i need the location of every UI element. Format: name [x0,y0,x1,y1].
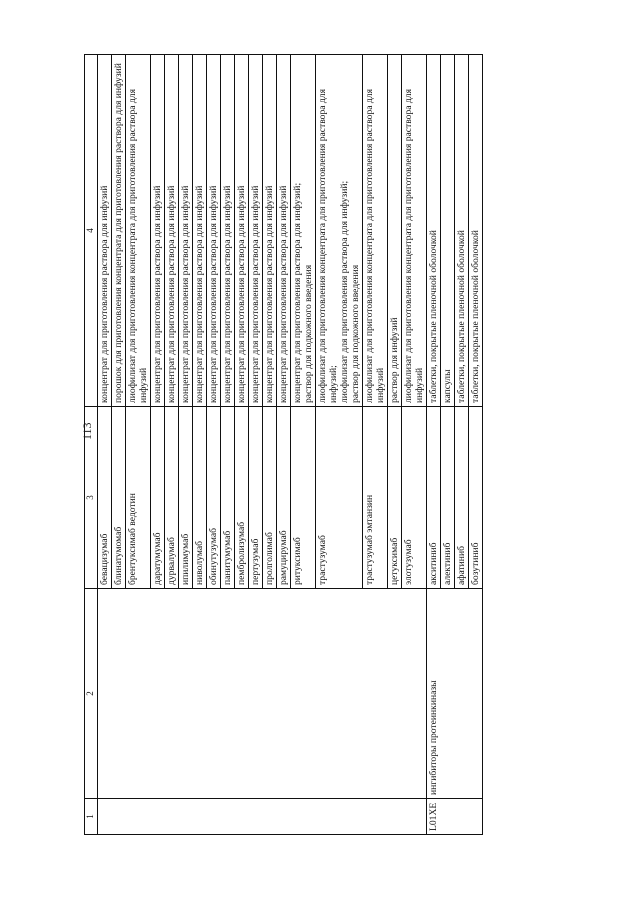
drug-name-cell: дурвалумаб [165,407,179,589]
dosage-form-cell: концентрат для приготовления раствора для инфузий [98,55,112,407]
drug-name-cell: бозутиниб [469,407,483,589]
dosage-form-cell: капсулы [441,55,455,407]
dosage-form-cell: концентрат для приготовления раствора для инфузий [207,55,221,407]
dosage-form-cell: лиофилизат для приготовления концентрата для приготовления раствора для инфузий; лиофилизат для приготовления раствора для инфузий; раствор для подкожного введения [316,55,363,407]
drug-name-cell: брентуксимаб ведотин [126,407,151,589]
header-cell: 2 [85,589,98,799]
header-cell: 4 [85,55,98,407]
drug-name-cell: пембролизумаб [235,407,249,589]
dosage-form-cell: таблетки, покрытые пленочной оболочкой [469,55,483,407]
drug-name-cell: трастузумаб [316,407,363,589]
drug-name-cell: даратумумаб [151,407,165,589]
dosage-form-cell: концентрат для приготовления раствора для инфузий; раствор для подкожного введения [291,55,316,407]
group-name-cell: ингибиторы протеинкиназы [427,589,483,799]
drug-name-cell: панитумумаб [221,407,235,589]
atc-code-cell [98,799,427,835]
drug-name-cell: ниволумаб [193,407,207,589]
drug-name-cell: афатиниб [455,407,469,589]
dosage-form-cell: раствор для инфузий [388,55,402,407]
dosage-form-cell: таблетки, покрытые пленочной оболочкой [427,55,441,407]
dosage-form-cell: таблетки, покрытые пленочной оболочкой [455,55,469,407]
header-cell: 3 [85,407,98,589]
drug-name-cell: ипилимумаб [179,407,193,589]
drug-name-cell: бевацизумаб [98,407,112,589]
dosage-form-cell: порошок для приготовления концентрата для приготовления раствора для инфузий [112,55,126,407]
dosage-form-cell: концентрат для приготовления раствора для инфузий [221,55,235,407]
drug-name-cell: трастузумаб эмтанзин [363,407,388,589]
dosage-form-cell: концентрат для приготовления раствора для инфузий [165,55,179,407]
dosage-form-cell: концентрат для приготовления раствора для инфузий [179,55,193,407]
rotated-table-container [84,55,481,835]
drug-name-cell: пертузумаб [249,407,263,589]
drug-name-cell: ритуксимаб [291,407,316,589]
group-name-cell [98,589,427,799]
dosage-form-cell: лиофилизат для приготовления концентрата для приготовления раствора для инфузий [402,55,427,407]
dosage-form-cell: концентрат для приготовления раствора для инфузий [263,55,277,407]
dosage-form-cell: концентрат для приготовления раствора для инфузий [151,55,165,407]
drug-name-cell: блинатумомаб [112,407,126,589]
drug-name-cell: цетуксимаб [388,407,402,589]
header-row [85,55,98,835]
dosage-form-cell: концентрат для приготовления раствора для инфузий [277,55,291,407]
drug-name-cell: алектиниб [441,407,455,589]
dosage-form-cell: концентрат для приготовления раствора для инфузий [249,55,263,407]
drug-name-cell: акситиниб [427,407,441,589]
atc-code-cell: L01XE [427,799,483,835]
drug-name-cell: обинутузумаб [207,407,221,589]
dosage-form-cell: концентрат для приготовления раствора для инфузий [193,55,207,407]
table-row [427,55,441,835]
table-row [98,55,112,835]
header-cell: 1 [85,799,98,835]
dosage-form-cell: лиофилизат для приготовления концентрата для приготовления раствора для инфузий [126,55,151,407]
drug-name-cell: элотузумаб [402,407,427,589]
dosage-form-cell: концентрат для приготовления раствора для инфузий [235,55,249,407]
drug-name-cell: рамуцирумаб [277,407,291,589]
page-number: 113 [80,422,94,440]
drug-name-cell: пролголимаб [263,407,277,589]
drug-table [84,54,483,835]
dosage-form-cell: лиофилизат для приготовления концентрата для приготовления раствора для инфузий [363,55,388,407]
